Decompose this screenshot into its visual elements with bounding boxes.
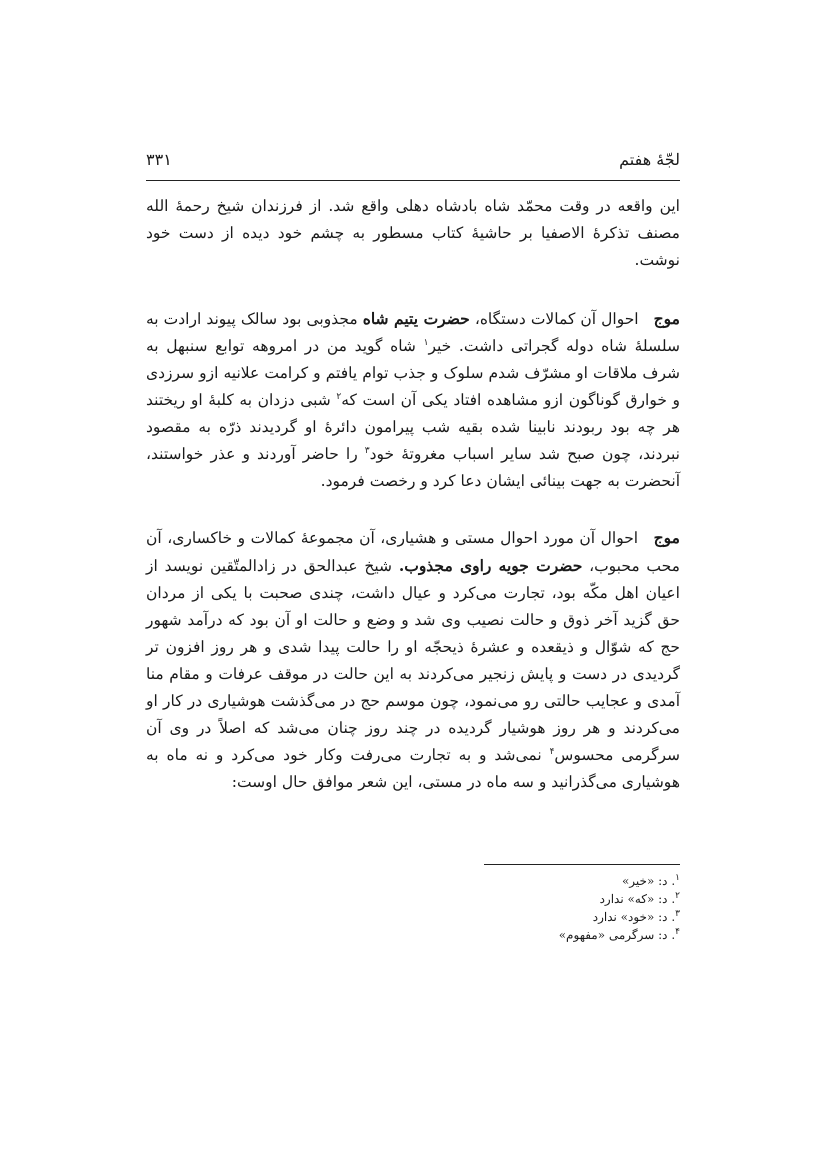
- paragraph-2: [146, 305, 680, 495]
- footnote-text: . د: سرگرمی «مفهوم»: [558, 928, 676, 942]
- footnote-ref-3: ۳: [364, 445, 370, 456]
- footnotes: [380, 872, 680, 944]
- paragraph-3-text-b: شیخ عبدالحق در زادالمتّقین نویسد از اعیان اهل مکّه بود، تجارت می‌کرد و عیال داشت، چندی صحبت با یکی از مردان حق گزید آخر ذوق و حالت نصیب وی شد و وضع و حالت او آن بود که درآمد شهور حج که شوّال و ذیقعده و عشرهٔ ذیحجّه او را حالت پیدا شدی و هر روز افزون تر گردیدی در دست و پایش زنجیر می‌کردند به این حالت در موقف عرفات و مقام منا آمدی و عجایب حالتی رو می‌نمود، چون موسم حج در می‌گذشت هوشیاری در کار او می‌کردند و هر روز هوشیار گردیده در چند روز چنان می‌شد که اصلاً در وی آن سرگرمی محسوس: [146, 557, 681, 764]
- footnote: [380, 926, 680, 944]
- footnote-ref-2: ۲: [336, 391, 342, 402]
- paragraph-3-text-a: احوال آن مورد احوال مستی و هشیاری، آن مجموعهٔ کمالات و خاکساری، آن محب محبوب،: [146, 529, 680, 575]
- footnote: [380, 908, 680, 926]
- footnote: [380, 890, 680, 908]
- chapter-title: لجّهٔ هفتم: [619, 150, 680, 169]
- paragraph-3: [146, 524, 680, 796]
- honorific-name: حضرت یتیم شاه: [362, 309, 470, 328]
- paragraph-2-text-a: احوال آن کمالات دستگاه،: [474, 310, 639, 328]
- footnote-ref-1: ۱: [423, 337, 429, 348]
- paragraph-1-text: این واقعه در وقت محمّد شاه بادشاه دهلی واقع شد. از فرزندان شیخ رحمهٔ الله مصنف تذکرهٔ الاصفیا بر حاشیهٔ کتاب مسطور به چشم خود دیده از دست خود نوشت.: [146, 197, 680, 269]
- footnote-rule: [484, 864, 680, 865]
- paragraph-2-text-c: شاه گوید من در امروهه توابع سنبهل به شرف ملاقات او مشرّف شدم سلوک و جذب توام یافتم و کرامت علانیه ازو سرزدی و خوارق گوناگون ازو مشاهده افتاد یکی آن است که: [146, 337, 680, 409]
- body-text: [146, 193, 680, 796]
- footnote-number: ۳: [675, 909, 680, 919]
- footnote-text: . د: «خود» ندارد: [592, 910, 676, 924]
- paragraph-1: [146, 193, 680, 274]
- footnote-text: . د: «خیر»: [621, 874, 676, 888]
- running-head: [146, 150, 680, 174]
- paragraph-2-text-d: شبی دزدان به کلبهٔ او ریختند هر چه بود ربودند نابینا شده بقیه شب پیرامون دائرهٔ او گردیدند ذرّه به مقصود نبردند، چون صبح شد سایر اسباب مغروتهٔ خود: [146, 391, 680, 463]
- footnote-text: . د: «که» ندارد: [599, 892, 676, 906]
- mawj-heading: موج: [653, 309, 680, 328]
- header-rule: [146, 180, 680, 181]
- footnote-number: ۲: [675, 891, 680, 901]
- paragraph-2-text-e: را حاضر آوردند و عذر خواستند، آنحضرت به جهت بینائی ایشان دعا کرد و رخصت فرمود.: [146, 445, 680, 490]
- page-number: ۳۳۱: [146, 150, 172, 169]
- honorific-name: حضرت جویه راوی مجذوب.: [398, 556, 583, 575]
- footnote: [380, 872, 680, 890]
- paragraph-2-text-b: مجذوبی بود سالک پیوند ارادت به سلسلهٔ شاه دوله گجراتی داشت. خیر: [146, 310, 681, 355]
- footnote-ref-4: ۴: [549, 746, 555, 757]
- paragraph-3-text-c: نمی‌شد و به تجارت می‌رفت وکار خود می‌کرد و نه ماه به هوشیاری می‌گذرانید و سه ماه در مستی، این شعر موافق حال اوست:: [146, 746, 680, 791]
- mawj-heading: موج: [653, 528, 680, 547]
- footnote-number: ۴: [675, 927, 680, 937]
- footnote-number: ۱: [675, 873, 680, 883]
